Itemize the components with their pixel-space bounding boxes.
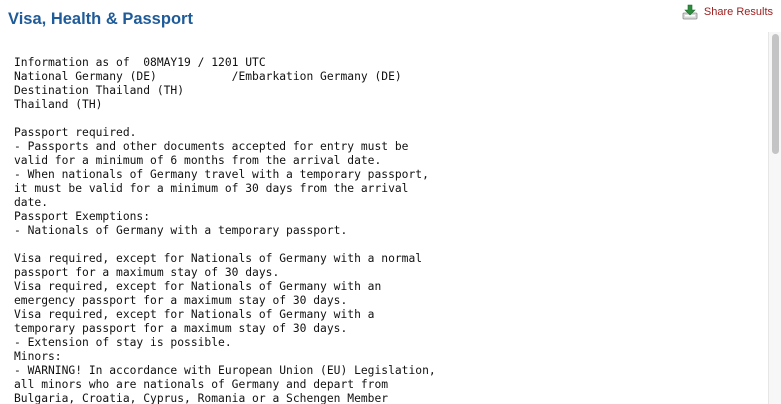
report-line: Passport required. [14,126,137,139]
report-line: National Germany (DE) /Embarkation Germany (DE) [14,70,402,83]
report-line: it must be valid for a minimum of 30 days from the arrival [14,182,409,195]
report-line [14,238,436,252]
report-line: emergency passport for a maximum stay of 30 days. [14,294,348,307]
report-line: all minors who are nationals of Germany and depart from [14,378,389,391]
report-line: Minors: [14,350,62,363]
share-results-link[interactable] [682,4,773,20]
report-scroll-area[interactable] [0,32,781,404]
share-results-label[interactable]: Share Results [703,6,773,18]
page-title: Visa, Health & Passport [8,10,193,28]
report-line: Thailand (TH) [14,98,103,111]
report-line [14,112,436,126]
vertical-scrollbar[interactable] [768,32,781,404]
report-line: date. [14,196,49,209]
report-text [14,56,436,404]
report-line: Visa required, except for Nationals of Germany with a [14,308,375,321]
report-line: valid for a minimum of 6 months from the arrival date. [14,154,382,167]
report-line: Visa required, except for Nationals of Germany with a normal [14,252,423,265]
report-line: - Nationals of Germany with a temporary passport. [14,224,348,237]
report-line: - Passports and other documents accepted for entry must be [14,140,409,153]
report-line: - Extension of stay is possible. [14,336,232,349]
scrollbar-thumb[interactable] [772,34,779,154]
download-icon [682,4,698,20]
report-line: Visa required, except for Nationals of Germany with an [14,280,382,293]
report-line: passport for a maximum stay of 30 days. [14,266,280,279]
report-line: Information as of 08MAY19 / 1201 UTC [14,56,266,69]
report-line: - WARNING! In accordance with European Union (EU) Legislation, [14,364,436,377]
report-line: temporary passport for a maximum stay of 30 days. [14,322,348,335]
report-line: Passport Exemptions: [14,210,151,223]
report-line: Bulgaria, Croatia, Cyprus, Romania or a Schengen Member [14,392,389,404]
report-line: - When nationals of Germany travel with a temporary passport, [14,168,429,181]
report-line: Destination Thailand (TH) [14,84,185,97]
